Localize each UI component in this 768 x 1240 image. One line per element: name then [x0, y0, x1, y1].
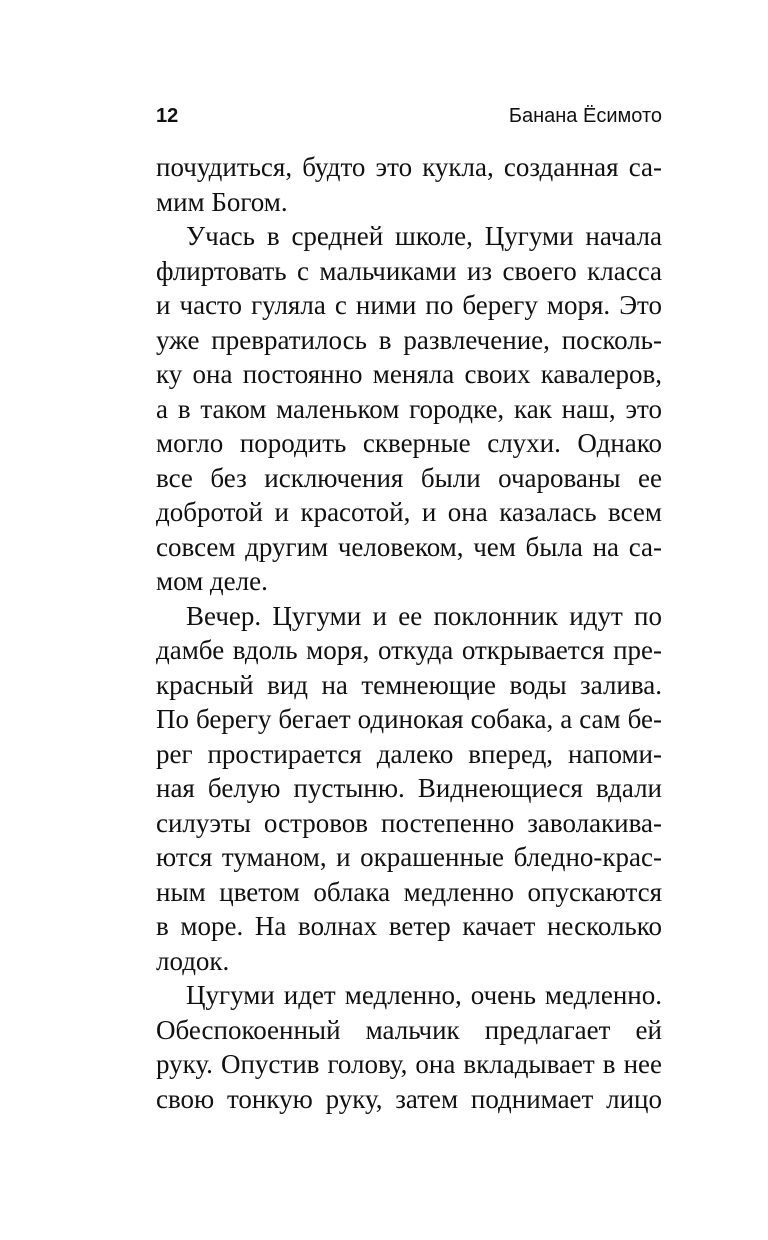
text-line: ная белую пустыню. Виднеющиеся вдали: [156, 773, 662, 803]
text-line: Обеспокоенный мальчик предлагает ей: [156, 1014, 662, 1045]
page-body-text: [156, 150, 662, 1116]
text-line: мим Богом.: [156, 186, 288, 217]
text-line: силуэты островов постепенно заволакива-: [156, 807, 662, 838]
text-line: свою тонкую руку, затем поднимает лицо: [156, 1083, 662, 1114]
text-line: ку она постоянно меняла своих кавалеров,: [156, 359, 662, 389]
paragraph-first-line: Вечер. Цугуми и ее поклонник идут по: [186, 600, 662, 631]
text-line: ным цветом облака медленно опускаются: [156, 876, 662, 907]
text-line: в море. На волнах ветер качает несколько: [156, 911, 662, 941]
page-number: 12: [156, 105, 179, 127]
paragraph-first-line: Цугуми идет медленно, очень медленно.: [186, 980, 662, 1010]
text-line: рег простирается далеко вперед, напоми-: [156, 738, 662, 769]
text-line: все без исключения были очарованы ее: [156, 462, 662, 493]
text-line: дамбе вдоль моря, откуда открывается пре-: [156, 635, 662, 665]
text-line: а в таком маленьком городке, как наш, это: [156, 393, 662, 424]
text-line: мом деле.: [156, 566, 268, 596]
text-line: руку. Опустив голову, она вкладывает в нее: [156, 1049, 662, 1079]
text-line: лодок.: [156, 945, 230, 976]
text-line: могло породить скверные слухи. Однако: [156, 428, 662, 458]
text-line: По берегу бегает одинокая собака, а сам бе-: [156, 704, 662, 734]
running-header: [156, 98, 662, 134]
text-line: совсем другим человеком, чем была на са-: [156, 531, 662, 562]
text-line: флиртовать с мальчиками из своего класса: [156, 255, 662, 286]
paragraph-first-line: Учась в средней школе, Цугуми начала: [186, 221, 662, 251]
running-title: Банана Ёсимото: [508, 105, 662, 127]
text-line: и часто гуляла с ними по берегу моря. Это: [156, 290, 662, 320]
text-line: уже превратилось в развлечение, посколь-: [156, 324, 662, 355]
text-line: добротой и красотой, и она казалась всем: [156, 497, 662, 527]
text-line: красный вид на темнеющие воды залива.: [156, 669, 662, 700]
text-line: почудиться, будто это кукла, созданная са-: [156, 152, 662, 182]
text-line: ются туманом, и окрашенные бледно-крас-: [156, 842, 662, 872]
